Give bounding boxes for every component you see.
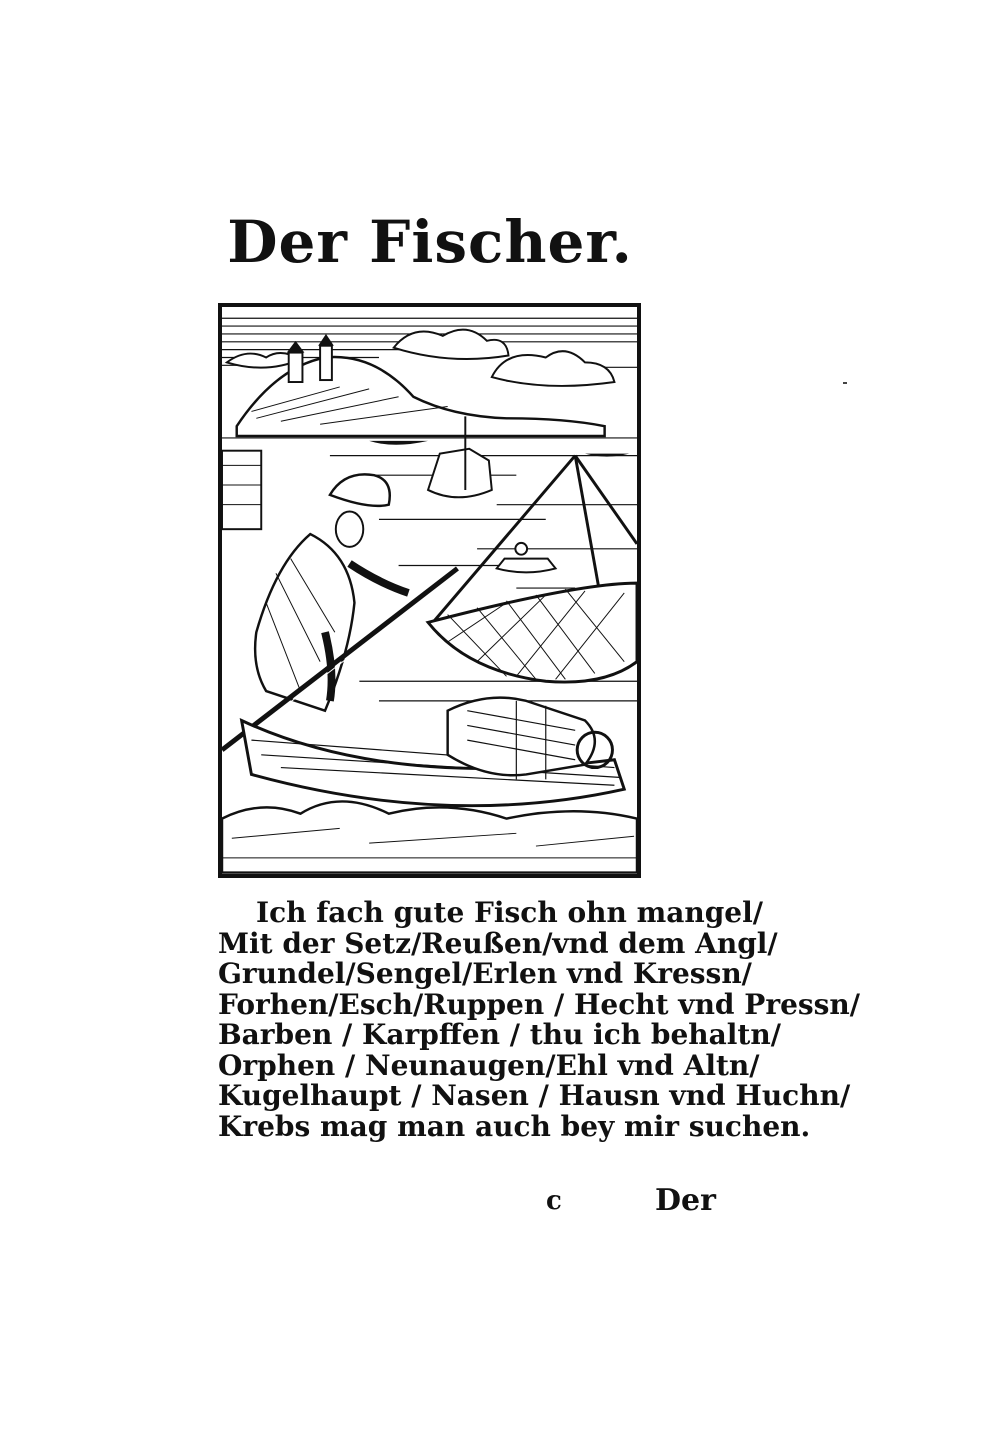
woodcut-illustration [218, 303, 641, 878]
stray-ink-mark [843, 382, 847, 384]
verse-line-2: Mit der Setz/Reußen/vnd dem Angl/ [218, 926, 778, 960]
verse-line-5: Barben / Karpffen / thu ich behaltn/ [218, 1018, 781, 1051]
verse-block [218, 896, 860, 1143]
verse-line-1: Ich fach gute Fisch ohn mangel/ [256, 896, 763, 929]
verse-line-8: Krebs mag man auch bey mir suchen. [218, 1109, 811, 1143]
signature-mark: c [546, 1186, 562, 1216]
verse-line-4: Forhen/Esch/Ruppen / Hecht vnd Pressn/ [218, 987, 860, 1021]
page-title: Der Fischer. [227, 208, 633, 276]
verse-line-7: Kugelhaupt / Nasen / Hausn vnd Huchn/ [218, 1079, 851, 1112]
verse-line-6: Orphen / Neunaugen/Ehl vnd Altn/ [218, 1048, 760, 1082]
catchword: Der [655, 1183, 716, 1218]
woodcut-fisherman-icon [222, 307, 637, 874]
verse-line-3: Grundel/Sengel/Erlen vnd Kressn/ [218, 957, 752, 990]
